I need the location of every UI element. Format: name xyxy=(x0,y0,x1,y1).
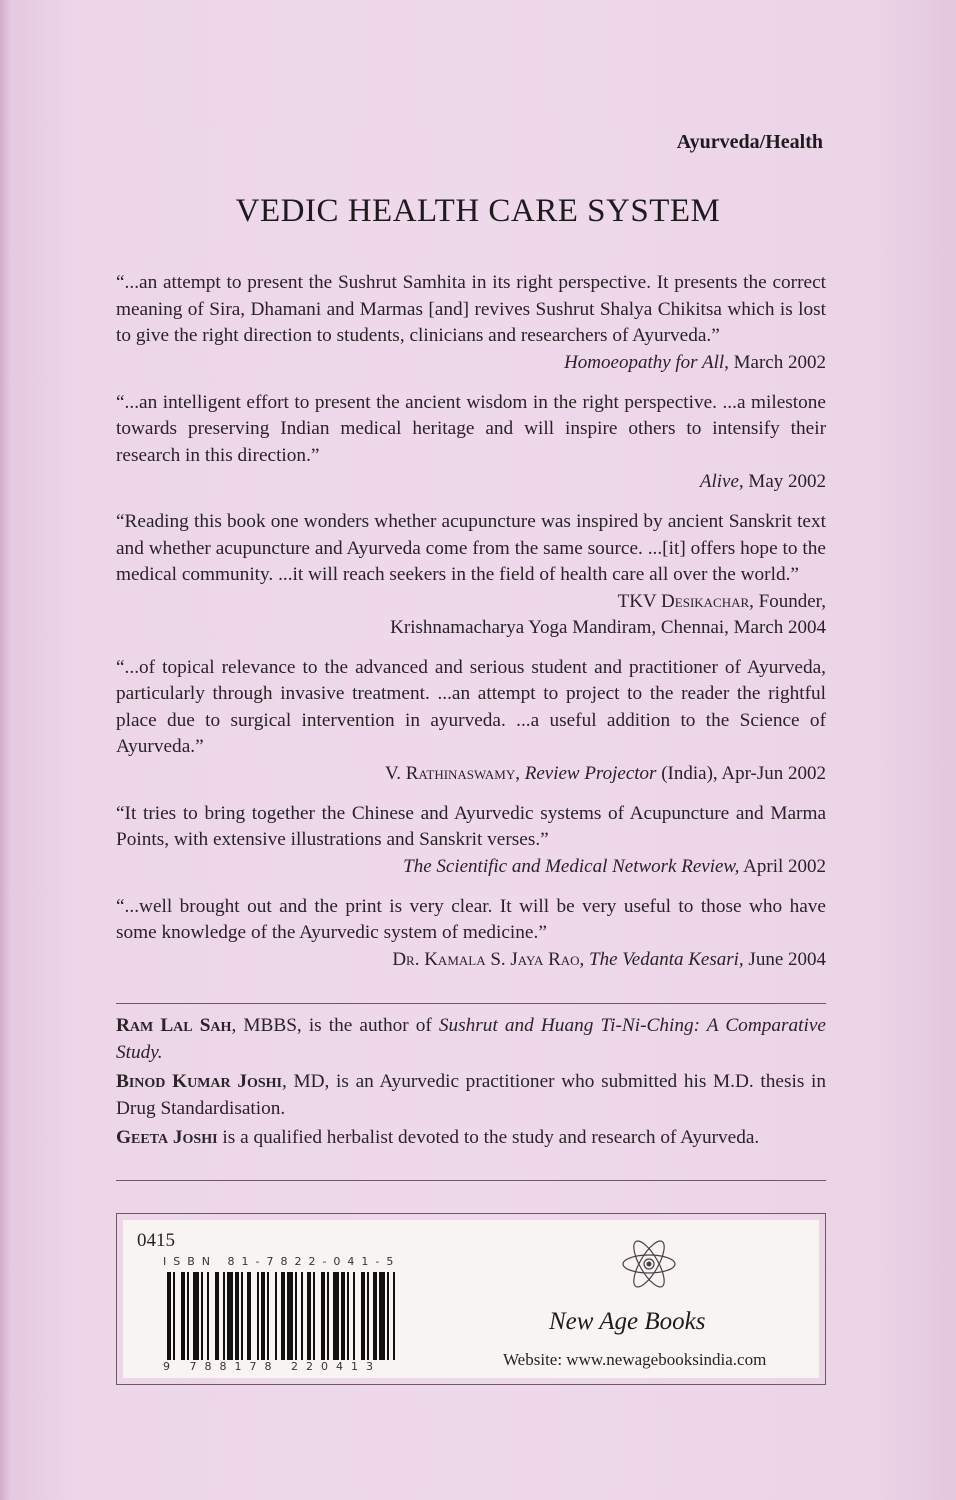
barcode-image xyxy=(167,1272,467,1360)
barcode-bar xyxy=(227,1272,233,1360)
barcode-bar xyxy=(301,1272,303,1360)
review-date: (India), Apr-Jun 2002 xyxy=(656,762,826,784)
review-person: Dr. Kamala S. Jaya Rao xyxy=(392,948,580,970)
review-publication: The Vedanta Kesari, xyxy=(589,948,744,970)
review xyxy=(116,655,826,787)
barcode-label-area xyxy=(123,1220,819,1378)
barcode-bar xyxy=(327,1272,329,1360)
review-source xyxy=(116,469,826,495)
review-date: June 2004 xyxy=(748,948,826,970)
barcode-bar xyxy=(353,1272,355,1360)
review-date: April 2002 xyxy=(743,855,826,877)
barcode-bar xyxy=(321,1272,325,1360)
review-date: March 2002 xyxy=(733,351,826,373)
barcode-bar xyxy=(261,1272,265,1360)
review-source xyxy=(116,589,826,615)
review-publication: Homoeopathy for All, xyxy=(564,351,729,373)
barcode-bar xyxy=(373,1272,377,1360)
review-person: TKV Desikachar xyxy=(617,590,750,612)
review xyxy=(116,801,826,880)
publisher-name: New Age Books xyxy=(549,1308,706,1335)
barcode-bar xyxy=(181,1272,185,1360)
review-role: , Founder, xyxy=(749,590,826,612)
barcode-bar xyxy=(379,1272,385,1360)
barcode-bar xyxy=(257,1272,259,1360)
book-title: VEDIC HEALTH CARE SYSTEM xyxy=(235,193,721,229)
review xyxy=(116,509,826,641)
barcode-bar xyxy=(393,1272,395,1360)
author-bio xyxy=(116,1013,826,1066)
authors-section xyxy=(116,1013,826,1155)
review-quote: “It tries to bring together the Chinese and Ayurvedic systems of Acupuncture and Marma Points, with extensive illustrations and Sanskrit verses.” xyxy=(116,802,826,850)
category-label: Ayurveda/Health xyxy=(676,131,823,153)
review-quote: “...an intelligent effort to present the ancient wisdom in the right perspective. ...a milestone towards preserving Indian medical heritage and will inspire others to intensify their research in this direction.” xyxy=(116,391,826,466)
barcode-bar xyxy=(275,1272,277,1360)
barcode-bar xyxy=(235,1272,239,1360)
barcode-panel xyxy=(116,1213,826,1385)
barcode-bar xyxy=(295,1272,297,1360)
divider-bottom xyxy=(116,1180,826,1181)
author-name: Geeta Joshi xyxy=(116,1127,218,1148)
barcode-bar xyxy=(287,1272,293,1360)
author-text: , MD, is an Ayurvedic practitioner who submitted his M.D. thesis in Drug Standardisation. xyxy=(116,1071,826,1119)
review-quote: “...an attempt to present the Sushrut Samhita in its right perspective. It presents the correct meaning of Sira, Dhamani and Marmas [and] revives Sushrut Shalya Chikitsa which is lost to give the right direction to students, clinicians and researchers of Ayurveda.” xyxy=(116,272,826,346)
barcode-bar xyxy=(341,1272,345,1360)
barcode-bar xyxy=(207,1272,209,1360)
review-quote: “Reading this book one wonders whether acupuncture was inspired by ancient Sanskrit text and whether acupuncture and Ayurveda come from the same source. ...[it] offers hope to the medical community. ...it will reach seekers in the field of health care all over the world.” xyxy=(116,511,826,585)
barcode-bar xyxy=(333,1272,339,1360)
barcode-bar xyxy=(387,1272,389,1360)
barcode-bar xyxy=(215,1272,219,1360)
barcode-bar xyxy=(347,1272,349,1360)
author-bio xyxy=(116,1069,826,1122)
product-code: 0415 xyxy=(137,1230,175,1251)
isbn-text: ISBN 81-7822-041-5 xyxy=(163,1255,401,1268)
barcode-bar xyxy=(187,1272,189,1360)
reviews-section xyxy=(116,270,826,987)
barcode-digits: 9 788178 220413 xyxy=(163,1360,381,1373)
review-quote: “...well brought out and the print is very clear. It will be very useful to those who have some knowledge of the Ayurvedic system of medicine.” xyxy=(116,895,826,943)
review-source xyxy=(116,854,826,880)
barcode-bar xyxy=(173,1272,175,1360)
publisher-website: Website: www.newagebooksindia.com xyxy=(503,1350,767,1369)
review-person: V. Rathinaswamy xyxy=(384,762,516,784)
review-date: May 2002 xyxy=(748,471,826,492)
barcode-bar xyxy=(241,1272,243,1360)
review-publication: Review Projector xyxy=(524,762,657,784)
barcode-bar xyxy=(367,1272,369,1360)
barcode-bar xyxy=(313,1272,315,1360)
review xyxy=(116,270,826,376)
author-bio xyxy=(116,1125,826,1152)
author-name: Ram Lal Sah xyxy=(116,1015,232,1036)
barcode-bar xyxy=(201,1272,203,1360)
divider-top xyxy=(116,1003,826,1004)
barcode-bar xyxy=(247,1272,251,1360)
review xyxy=(116,390,826,496)
atom-logo-icon xyxy=(619,1234,679,1294)
author-book: Sushrut and Huang Ti-Ni-Ching: A Comparative Study. xyxy=(116,1015,826,1063)
author-text: is a qualified herbalist devoted to the study and research of Ayurveda. xyxy=(217,1127,760,1148)
barcode-bar xyxy=(361,1272,365,1360)
author-text: , MBBS, is the author of xyxy=(231,1015,439,1036)
review-quote: “...of topical relevance to the advanced and serious student and practitioner of Ayurveda, particularly through invasive treatment. ...an attempt to project to the reader the rightful place due to surgical intervention in ayurveda. ...a useful addition to the Science of Ayurveda.” xyxy=(116,656,826,757)
barcode-bar xyxy=(281,1272,285,1360)
review-source: V. Rathinaswamy, Review Projector (India), Apr-Jun 2002 xyxy=(384,762,826,784)
review xyxy=(116,894,826,973)
barcode-bar xyxy=(307,1272,311,1360)
author-name: Binod Kumar Joshi xyxy=(116,1071,282,1092)
review-publication: Alive, xyxy=(699,471,744,492)
barcode-bar xyxy=(223,1272,225,1360)
barcode-bar xyxy=(193,1272,199,1360)
review-source xyxy=(116,350,826,376)
review-place: Krishnamacharya Yoga Mandiram, Chennai, March 2004 xyxy=(390,616,826,638)
barcode-bar xyxy=(267,1272,269,1360)
review-publication: The Scientific and Medical Network Review, xyxy=(403,855,740,877)
barcode-bar xyxy=(167,1272,171,1360)
review-source: Dr. Kamala S. Jaya Rao, The Vedanta Kesari, June 2004 xyxy=(392,948,826,970)
